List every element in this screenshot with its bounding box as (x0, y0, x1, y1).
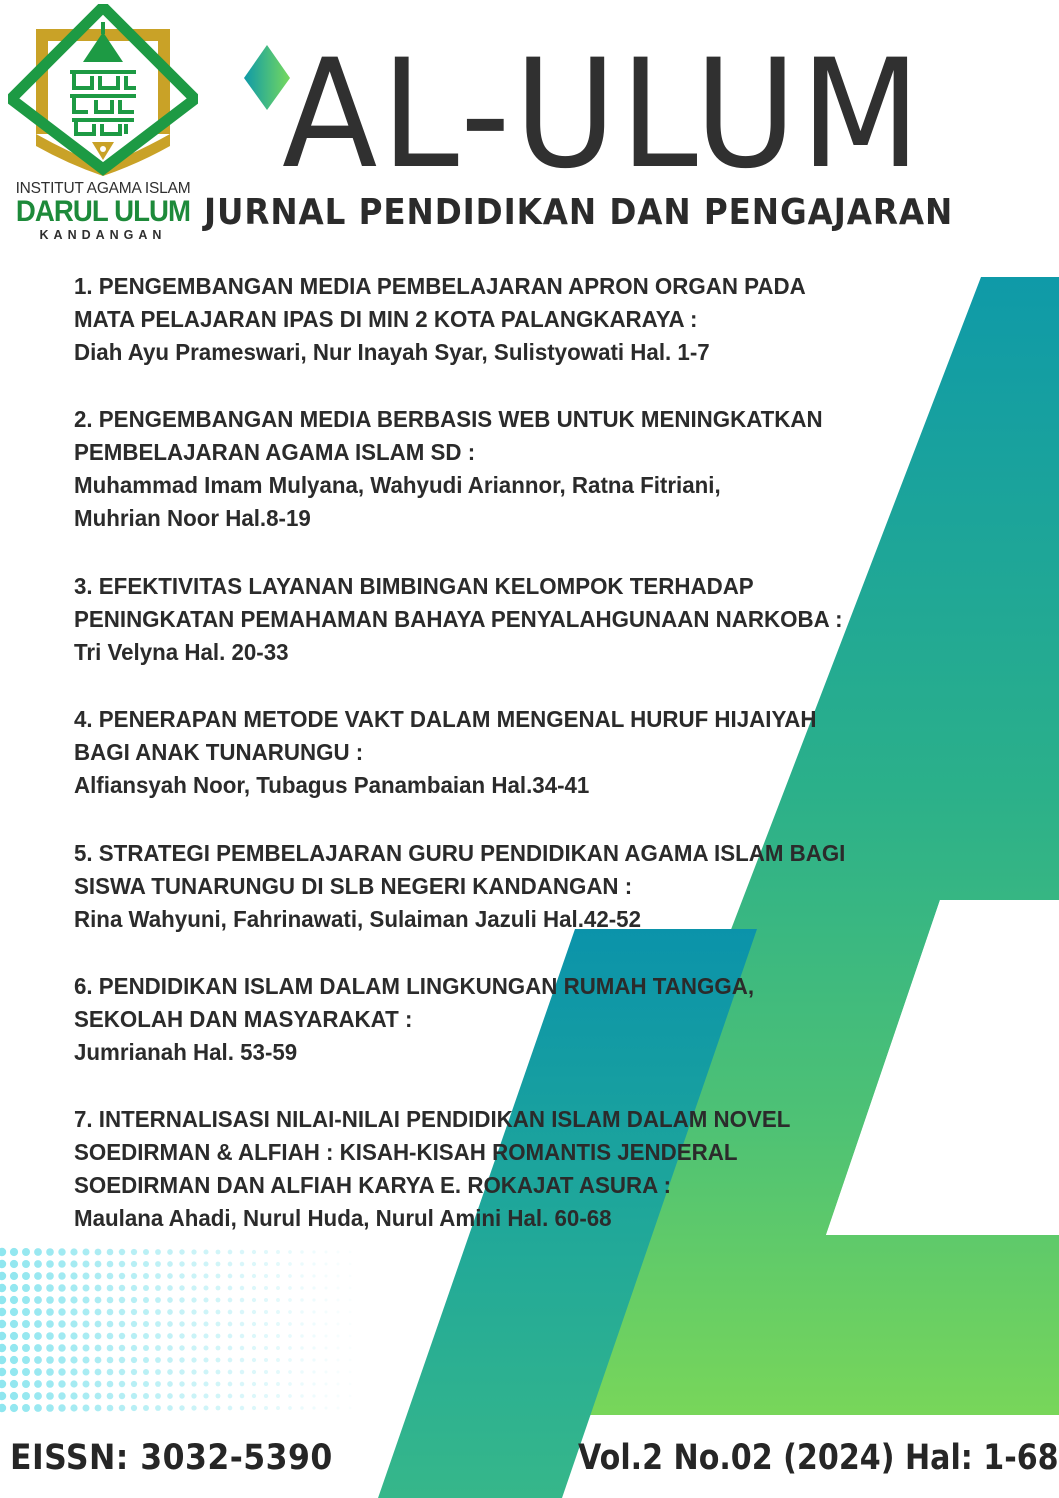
institution-name-line3: KANDANGAN (39, 228, 167, 242)
article-title-line: PEMBELAJARAN AGAMA ISLAM SD : (74, 439, 476, 465)
article-authors: Jumrianah Hal. 53-59 (74, 1039, 298, 1065)
article-title-line: PENINGKATAN PEMAHAMAN BAHAYA PENYALAHGUNAAN NARKOBA : (74, 606, 843, 632)
article-authors: Muhrian Noor Hal.8-19 (74, 505, 311, 531)
article-item (74, 1103, 813, 1235)
article-title-line: 1. PENGEMBANGAN MEDIA PEMBELAJARAN APRON ORGAN PADA (74, 273, 806, 299)
eissn-label: EISSN: 3032-5390 (10, 1438, 333, 1478)
volume-info: Vol.2 No.02 (2024) Hal: 1-68 (578, 1438, 1059, 1478)
article-item (74, 837, 869, 936)
article-title-line: SOEDIRMAN DAN ALFIAH KARYA E. ROKAJAT ASURA : (74, 1172, 672, 1198)
journal-title: AL-ULUM (282, 28, 925, 202)
article-item (74, 403, 846, 535)
article-title-line: 3. EFEKTIVITAS LAYANAN BIMBINGAN KELOMPOK TERHADAP (74, 573, 754, 599)
article-title-line: 4. PENERAPAN METODE VAKT DALAM MENGENAL HURUF HIJAIYAH (74, 706, 817, 732)
article-title-line: SISWA TUNARUNGU DI SLB NEGERI KANDANGAN : (74, 873, 633, 899)
logo-emblem-icon (8, 4, 198, 179)
article-title-line: 7. INTERNALISASI NILAI-NILAI PENDIDIKAN ISLAM DALAM NOVEL (74, 1106, 791, 1132)
article-title-line: BAGI ANAK TUNARUNGU : (74, 739, 364, 765)
institution-name-line1: INSTITUT AGAMA ISLAM (15, 180, 191, 197)
article-authors: Diah Ayu Prameswari, Nur Inayah Syar, Sulistyowati Hal. 1-7 (74, 339, 710, 365)
article-item (74, 270, 828, 369)
article-authors: Maulana Ahadi, Nurul Huda, Nurul Amini Hal. 60-68 (74, 1205, 612, 1231)
article-item (74, 570, 866, 669)
article-title-line: SOEDIRMAN & ALFIAH : KISAH-KISAH ROMANTIS JENDERAL (74, 1139, 738, 1165)
halftone-dots (0, 1248, 351, 1412)
article-title-line: 5. STRATEGI PEMBELAJARAN GURU PENDIDIKAN AGAMA ISLAM BAGI (74, 840, 846, 866)
article-title-line: 2. PENGEMBANGAN MEDIA BERBASIS WEB UNTUK MENINGKATKAN (74, 406, 823, 432)
article-authors: Muhammad Imam Mulyana, Wahyudi Ariannor, Ratna Fitriani, (74, 472, 721, 498)
article-authors: Tri Velyna Hal. 20-33 (74, 639, 289, 665)
institution-name-line2: DARUL ULUM (15, 195, 191, 228)
article-title-line: MATA PELAJARAN IPAS DI MIN 2 KOTA PALANGKARAYA : (74, 306, 698, 332)
journal-subtitle: JURNAL PENDIDIKAN DAN PENGAJARAN (204, 192, 954, 233)
article-item (74, 703, 839, 802)
article-item (74, 970, 775, 1069)
article-title-line: 6. PENDIDIKAN ISLAM DALAM LINGKUNGAN RUMAH TANGGA, (74, 973, 755, 999)
article-authors: Rina Wahyuni, Fahrinawati, Sulaiman Jazuli Hal.42-52 (74, 906, 641, 932)
article-authors: Alfiansyah Noor, Tubagus Panambaian Hal.34-41 (74, 772, 590, 798)
institution-logo (8, 4, 198, 244)
article-title-line: SEKOLAH DAN MASYARAKAT : (74, 1006, 413, 1032)
